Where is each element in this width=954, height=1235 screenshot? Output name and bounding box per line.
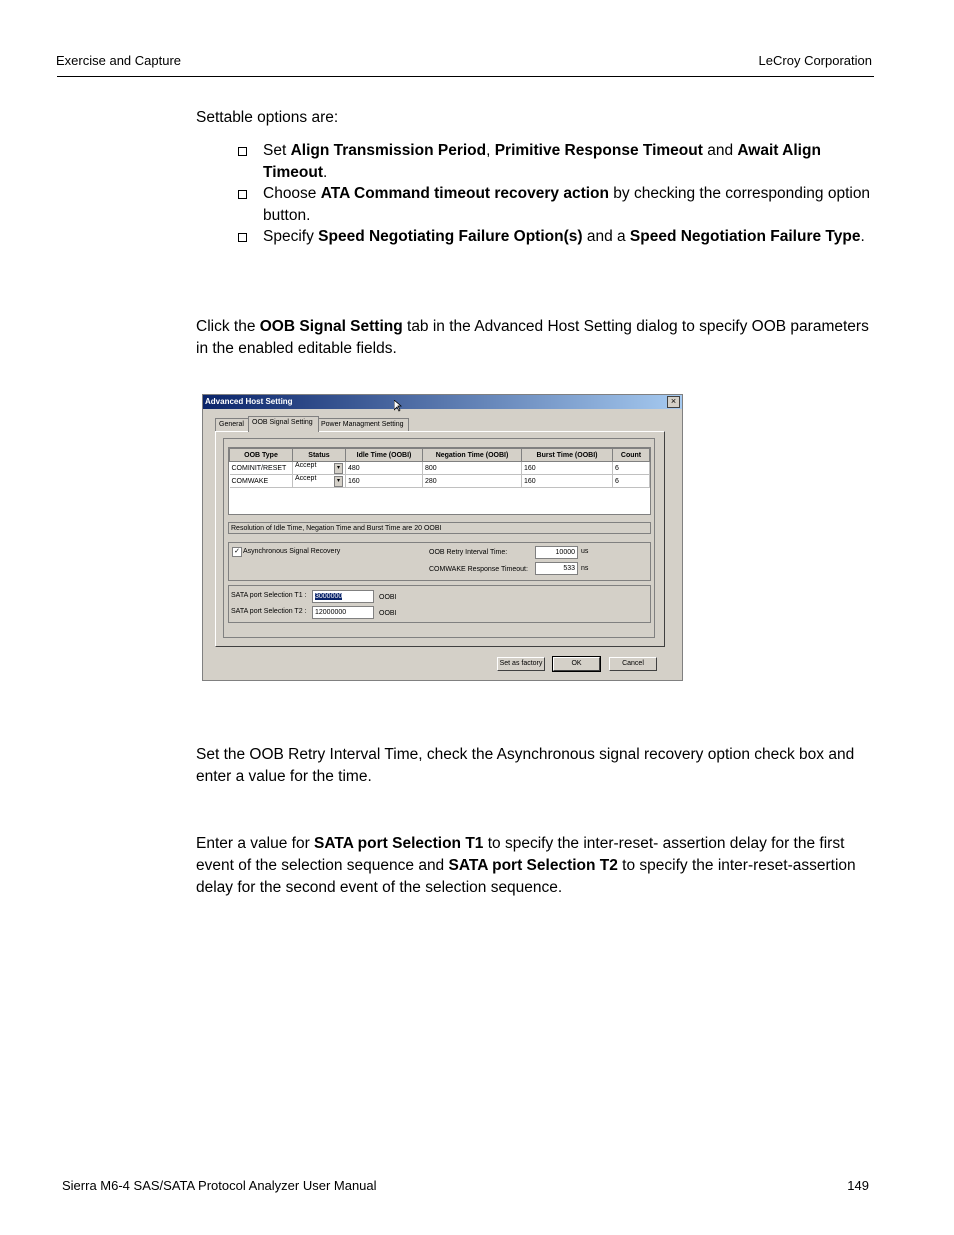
header-right: LeCroy Corporation <box>758 53 872 68</box>
chevron-down-icon[interactable]: ▾ <box>334 476 343 487</box>
header-rule <box>57 76 874 77</box>
col-status: Status <box>293 449 346 462</box>
advanced-host-setting-dialog <box>202 394 683 681</box>
list-item: Choose ATA Command timeout recovery action by checking the corresponding option button. <box>236 183 876 226</box>
page-number: 149 <box>847 1178 869 1193</box>
list-item: Set Align Transmission Period, Primitive Response Timeout and Await Align Timeout. <box>236 140 876 183</box>
retry-interval-input[interactable]: 10000 <box>535 546 578 559</box>
oob-table <box>228 447 651 515</box>
comwake-timeout-label: COMWAKE Response Timeout: <box>429 566 528 573</box>
comwake-timeout-input[interactable]: 533 <box>535 562 578 575</box>
sata-port-selection-group <box>228 585 651 623</box>
table-row[interactable]: COMWAKE Accept ▾ 160 280 160 6 <box>230 475 650 488</box>
status-select[interactable]: Accept ▾ <box>293 475 346 488</box>
t1-input[interactable]: 3000000 <box>312 590 374 603</box>
tab-power-management-setting[interactable]: Power Managment Setting <box>317 418 409 431</box>
list-item: Specify Speed Negotiating Failure Option(s) and a Speed Negotiation Failure Type. <box>236 226 876 248</box>
intro-paragraph: Settable options are: <box>196 109 339 126</box>
set-as-factory-button[interactable]: Set as factory <box>497 657 545 671</box>
sata-port-paragraph: Enter a value for SATA port Selection T1 to specify the inter-reset- assertion delay for the first event of the selection sequence and SATA port Selection T2 to specify the inter-reset-assertion delay for the second event of the selection sequence. <box>196 835 856 896</box>
t2-label: SATA port Selection T2 : <box>231 608 307 615</box>
col-oob-type: OOB Type <box>230 449 293 462</box>
footer-title: Sierra M6-4 SAS/SATA Protocol Analyzer User Manual <box>62 1178 377 1193</box>
mouse-cursor-icon <box>394 400 402 412</box>
tab-oob-signal-setting[interactable]: OOB Signal Setting <box>248 416 319 432</box>
col-burst-time: Burst Time (OOBI) <box>522 449 613 462</box>
col-idle-time: Idle Time (OOBI) <box>346 449 423 462</box>
async-recovery-label: Asynchronous Signal Recovery <box>243 548 341 555</box>
t2-input[interactable]: 12000000 <box>312 606 374 619</box>
tab-general[interactable]: General <box>215 418 249 431</box>
comwake-timeout-unit: ns <box>581 565 589 572</box>
col-negation-time: Negation Time (OOBI) <box>423 449 522 462</box>
retry-interval-label: OOB Retry Interval Time: <box>429 549 508 556</box>
t2-unit: OOBI <box>379 610 397 617</box>
checkbox-bullet-icon <box>238 190 247 199</box>
header-left: Exercise and Capture <box>56 53 182 68</box>
table-row[interactable]: COMINIT/RESET Accept ▾ 480 800 160 6 <box>230 462 650 475</box>
t1-unit: OOBI <box>379 594 397 601</box>
resolution-note: Resolution of Idle Time, Negation Time and Burst Time are 20 OOBI <box>228 522 651 534</box>
options-list <box>236 140 876 248</box>
async-recovery-checkbox[interactable]: ✓ <box>232 547 242 557</box>
t1-label: SATA port Selection T1 : <box>231 592 307 599</box>
ok-button[interactable]: OK <box>553 657 600 671</box>
chevron-down-icon[interactable]: ▾ <box>334 463 343 474</box>
retry-interval-unit: us <box>581 548 589 555</box>
checkbox-bullet-icon <box>238 147 247 156</box>
cancel-button[interactable]: Cancel <box>609 657 657 671</box>
checkbox-bullet-icon <box>238 233 247 242</box>
col-count: Count <box>613 449 650 462</box>
status-select[interactable]: Accept ▾ <box>293 462 346 475</box>
retry-paragraph: Set the OOB Retry Interval Time, check the Asynchronous signal recovery option check box and enter a value for the time. <box>196 746 855 785</box>
dialog-title-bar <box>203 395 682 409</box>
dialog-title: Advanced Host Setting <box>205 397 293 406</box>
oob-tab-paragraph: Click the OOB Signal Setting tab in the Advanced Host Setting dialog to specify OOB parameters in the enabled editable fields. <box>196 318 869 357</box>
close-icon[interactable]: × <box>667 396 680 408</box>
